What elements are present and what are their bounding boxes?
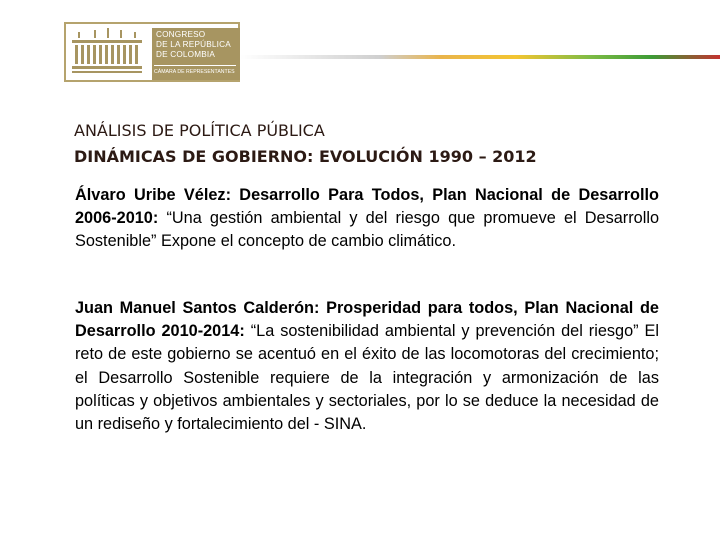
congress-logo <box>64 22 240 82</box>
capitol-building-icon <box>70 26 144 78</box>
logo-subtitle: CÁMARA DE REPRESENTANTES <box>154 69 235 75</box>
header-stripe-colors <box>380 55 720 59</box>
logo-divider <box>154 65 236 66</box>
paragraph-uribe <box>75 184 659 254</box>
logo-line-colombia: DE COLOMBIA <box>156 50 216 59</box>
header-stripe-gray <box>240 55 380 59</box>
paragraph-santos <box>75 297 659 436</box>
paragraph-uribe-lead: Álvaro Uribe Vélez: Desarrollo Para Todos, Plan Nacional de Desarrollo 2006-2010: <box>75 186 659 228</box>
logo-line-republica: DE LA REPÚBLICA <box>156 40 231 49</box>
logo-line-congreso: CONGRESO <box>156 30 206 39</box>
paragraph-uribe-body: “Una gestión ambiental y del riesgo que promueve el Desarrollo Sostenible” Expone el concepto de cambio climático. <box>75 209 659 251</box>
page-subtitle: DINÁMICAS DE GOBIERNO: EVOLUCIÓN 1990 – 2012 <box>74 147 537 166</box>
paragraph-santos-body: “La sostenibilidad ambiental y prevención del riesgo” El reto de este gobierno se acentuó en el éxito de las locomotoras del crecimiento; el Desarrollo Sostenible requiere de la integración y armonización de las políticas y objetivos ambientales y sectoriales, por lo se deduce la necesidad de un rediseño y fortalecimiento del - SINA. <box>75 322 659 434</box>
logo-text-panel <box>152 28 240 80</box>
page-title: ANÁLISIS DE POLÍTICA PÚBLICA <box>74 121 325 140</box>
paragraph-santos-lead: Juan Manuel Santos Calderón: Prosperidad para todos, Plan Nacional de Desarrollo 2010-2014: <box>75 299 659 341</box>
